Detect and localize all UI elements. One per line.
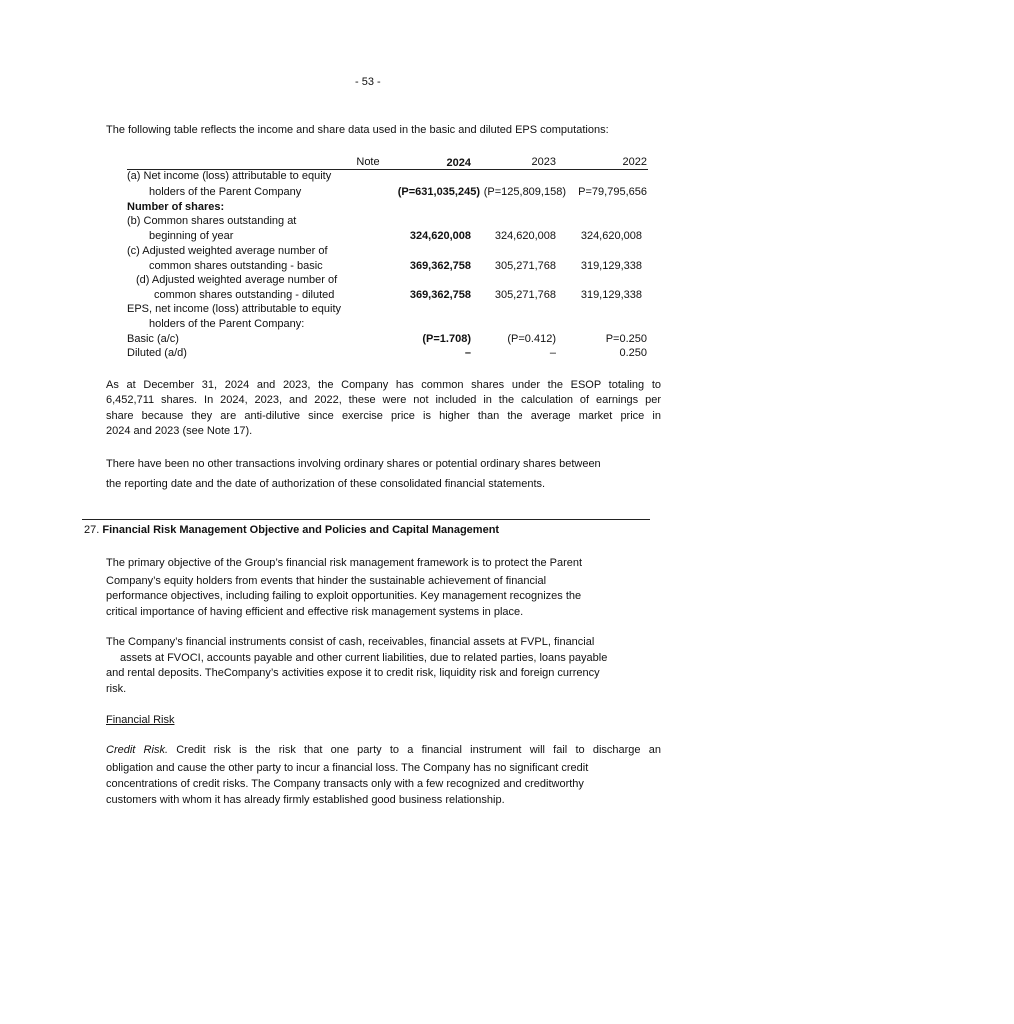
value-2023: – <box>549 347 556 359</box>
value-2022: 324,620,008 <box>580 230 642 242</box>
value-2023: 305,271,768 <box>494 289 556 301</box>
row-label: Basic (a/c) <box>127 333 179 345</box>
row-label: common shares outstanding - diluted <box>154 289 335 301</box>
value-2024: (P=1.708) <box>422 333 471 345</box>
section-divider <box>82 519 650 520</box>
row-label: (a) Net income (loss) attributable to equity <box>127 170 332 182</box>
value-2024: – <box>464 347 471 359</box>
paragraph-line: critical importance of having efficient and effective risk management systems in place. <box>106 606 524 618</box>
paragraph-line: The Company’s financial instruments consist of cash, receivables, financial assets at FVPL, financial <box>106 636 595 648</box>
paragraph-line: obligation and cause the other party to incur a financial loss. The Company has no significant credit <box>106 762 589 774</box>
value-2023: (P=0.412) <box>507 333 556 345</box>
header-2024: 2024 <box>446 157 471 169</box>
section-title: Financial Risk Management Objective and Policies and Capital Management <box>102 524 500 536</box>
esop-line: 6,452,711 shares. In 2024, 2023, and 2022, these were not included in the calculation of earnings per <box>106 394 661 406</box>
row-label: holders of the Parent Company: <box>149 318 305 330</box>
value-2024: 324,620,008 <box>409 230 471 242</box>
paragraph-line: assets at FVOCI, accounts payable and other current liabilities, due to related parties, loans payable <box>120 652 608 664</box>
page-number: - 53 - <box>355 76 381 88</box>
value-2022: 319,129,338 <box>580 289 642 301</box>
header-2023: 2023 <box>531 156 556 168</box>
intro-text: The following table reflects the income and share data used in the basic and diluted EPS computations: <box>106 124 609 136</box>
value-2022: 0.250 <box>619 347 647 359</box>
row-label: (d) Adjusted weighted average number of <box>136 274 338 286</box>
paragraph-line: customers with whom it has already firmly established good business relationship. <box>106 794 505 806</box>
row-label: (b) Common shares outstanding at <box>127 215 297 227</box>
credit-risk-text: Credit risk is the risk that one party to a financial instrument will fail to discharge an <box>168 744 661 756</box>
paragraph-line: performance objectives, including failing to exploit opportunities. Key management recognizes the <box>106 590 582 602</box>
credit-risk-label: Credit Risk. <box>106 744 168 756</box>
row-label: Diluted (a/d) <box>127 347 187 359</box>
value-2024: 369,362,758 <box>409 260 471 272</box>
paragraph-line: concentrations of credit risks. The Company transacts only with a few recognized and creditworthy <box>106 778 584 790</box>
esop-line: 2024 and 2023 (see Note 17). <box>106 425 253 437</box>
header-note: Note <box>356 156 380 168</box>
esop-line: As at December 31, 2024 and 2023, the Company has common shares under the ESOP totaling to <box>106 379 661 391</box>
value-2024: 369,362,758 <box>409 289 471 301</box>
value-2023: 324,620,008 <box>494 230 556 242</box>
row-label: holders of the Parent Company <box>149 186 302 198</box>
paragraph-line: the reporting date and the date of authorization of these consolidated financial statements. <box>106 478 546 490</box>
esop-line: share because they are anti-dilutive since exercise price is higher than the average market price in <box>106 410 661 422</box>
header-2022: 2022 <box>622 156 647 168</box>
value-2023: 305,271,768 <box>494 260 556 272</box>
section-heading <box>84 524 499 537</box>
paragraph-line <box>106 744 661 757</box>
value-2022: P=79,795,656 <box>578 186 647 198</box>
value-2022: P=0.250 <box>605 333 647 345</box>
row-label: Number of shares: <box>127 201 225 213</box>
row-label: (c) Adjusted weighted average number of <box>127 245 328 257</box>
paragraph-line: The primary objective of the Group’s financial risk management framework is to protect the Parent <box>106 557 583 569</box>
paragraph-line: and rental deposits. TheCompany’s activities expose it to credit risk, liquidity risk and foreign currency <box>106 667 600 679</box>
paragraph-line: There have been no other transactions involving ordinary shares or potential ordinary shares between <box>106 458 601 470</box>
row-label: common shares outstanding - basic <box>149 260 323 272</box>
row-label: beginning of year <box>149 230 234 242</box>
value-2022: 319,129,338 <box>580 260 642 272</box>
value-2024: (P=631,035,245) <box>397 186 480 198</box>
value-2023: (P=125,809,158) <box>483 186 566 198</box>
paragraph-line: risk. <box>106 683 127 695</box>
section-number: 27. <box>84 524 100 536</box>
paragraph-line: Company’s equity holders from events that hinder the sustainable achievement of financial <box>106 575 547 587</box>
row-label: EPS, net income (loss) attributable to equity <box>127 303 341 315</box>
financial-risk-heading: Financial Risk <box>106 714 175 726</box>
